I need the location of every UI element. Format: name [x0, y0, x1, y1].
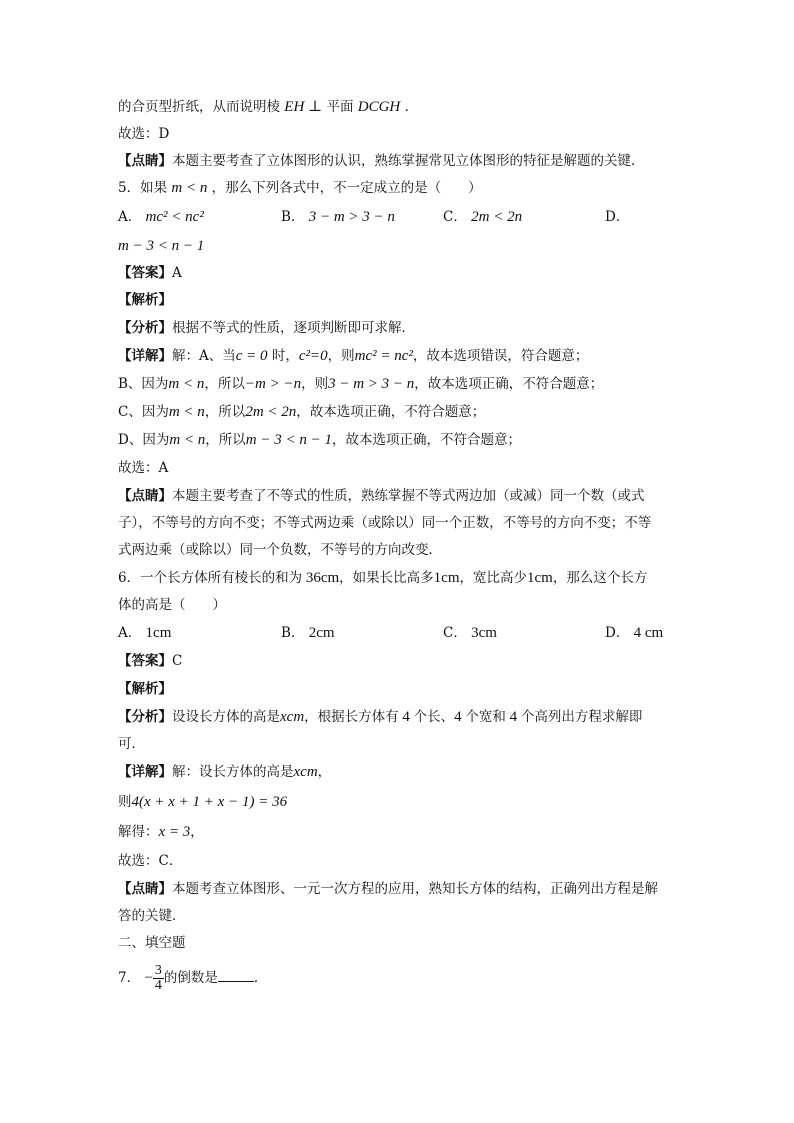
select-6: 故选：C．: [118, 853, 183, 869]
solve-6: 解得：x = 3，: [118, 824, 204, 840]
dianjing-5-l2: 子），不等号的方向不变；不等式两边乘（或除以）同一个正数，不等号的方向不变；不等: [118, 515, 652, 531]
answer-select: 故选：D: [118, 126, 170, 142]
equation-6: 则4(x + x + 1 + x − 1) = 36: [118, 794, 288, 810]
xiangjie-6: 【详解】解：设长方体的高是xcm，: [118, 764, 332, 780]
fenxi-5: 【分析】根据不等式的性质，逐项判断即可求解．: [118, 320, 415, 336]
option-a: A． 1cm: [118, 625, 172, 641]
answer-6: 【答案】C: [118, 653, 183, 669]
dianjing-6-l1: 【点睛】本题考查立体图形、一元一次方程的应用，熟知长方体的结构，正确列出方程是解: [118, 881, 658, 897]
option-b: B． 2cm: [281, 625, 335, 641]
dianjing-6-l2: 答的关键．: [118, 908, 186, 924]
xiangjie-5: 【详解】解：A、当c = 0 时，c²=0，则mc² = nc²，故本选项错误，符合题意；: [118, 348, 589, 364]
dianjing-5-l3: 式两边乘（或除以）同一个负数，不等号的方向改变．: [118, 542, 442, 558]
xiangjie-5-c: C、因为m < n，所以2m < 2n，故本选项正确，不符合题意；: [118, 404, 486, 420]
jiexi-6: 【解析】: [118, 681, 172, 697]
option-b: B． 3 − m > 3 − n: [281, 209, 395, 225]
dianjing-5-l1: 【点睛】本题主要考查了不等式的性质，熟练掌握不等式两边加（或减）同一个数（或式: [118, 488, 645, 504]
question-6-l1: 6．一个长方体所有棱长的和为 36cm，如果长比高多1cm，宽比高少1cm，那么这个长方: [118, 570, 648, 586]
xiangjie-5-d: D、因为m < n，所以m − 3 < n − 1，故本选项正确，不符合题意；: [118, 432, 521, 448]
fenxi-6-l2: 可．: [118, 736, 145, 752]
answer-5: 【答案】A: [118, 265, 182, 281]
section-heading: 二、填空题: [118, 935, 186, 951]
answer-blank[interactable]: [218, 967, 254, 982]
fenxi-6: 【分析】设设长方体的高是xcm，根据长方体有 4 个长、4 个宽和 4 个高列出方程求解即: [118, 709, 643, 725]
question-5: 5．如果 m < n ，那么下列各式中，不一定成立的是（ ）: [118, 180, 482, 196]
option-d: m − 3 < n − 1: [118, 238, 205, 254]
option-a: A． mc² < nc²: [118, 209, 204, 225]
fraction: $\frac{3}{4}$: [154, 963, 162, 993]
option-c: C． 3cm: [443, 625, 497, 641]
option-d-label: D．: [605, 209, 630, 225]
jiexi-5: 【解析】: [118, 292, 172, 308]
question-7: 7． − $\frac{3}{4}$ 的倒数是 ．: [118, 963, 268, 993]
option-c: C． 2m < 2n: [443, 209, 523, 225]
dianjing-note: 【点睛】本题主要考查了立体图形的认识，熟练掌握常见立体图形的特征是解题的关键．: [118, 153, 645, 169]
question-6-l2: 体的高是（ ）: [118, 597, 226, 613]
option-d: D． 4 cm: [605, 625, 664, 641]
text-line: 的合页型折纸，从而说明棱 EH ⊥ 平面 DCGH ．: [118, 99, 419, 115]
xiangjie-5-b: B、因为m < n，所以−m > −n，则3 − m > 3 − n，故本选项正确，不符合题意；: [118, 376, 604, 392]
select-5: 故选：A: [118, 460, 169, 476]
